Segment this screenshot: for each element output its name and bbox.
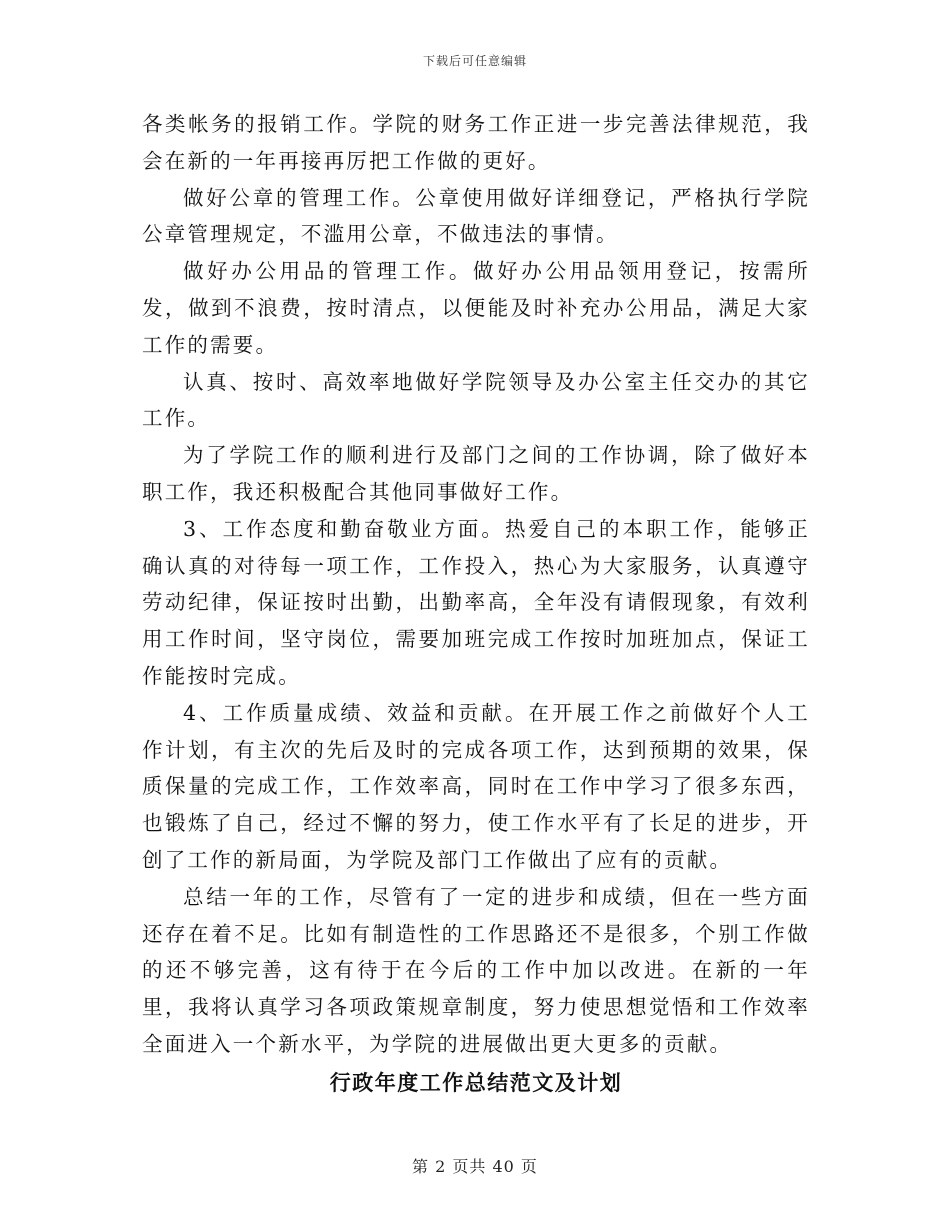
paragraph-6: 3、工作态度和勤奋敬业方面。热爱自己的本职工作，能够正确认真的对待每一项工作，工作投入，热心为大家服务，认真遵守劳动纪律，保证按时出勤，出勤率高，全年没有请假现象，有效利用工作时间，坚守岗位，需要加班完成工作按时加班加点，保证工作能按时完成。 [142,516,810,688]
paragraph-5: 为了学院工作的顺利进行及部门之间的工作协调，除了做好本职工作，我还积极配合其他同事做好工作。 [142,443,810,504]
page-number: 第 2 页共 40 页 [412,1157,538,1176]
section-title: 行政年度工作总结范文及计划 [329,1070,623,1095]
paragraph-2: 做好公章的管理工作。公章使用做好详细登记，严格执行学院公章管理规定，不滥用公章，不做违法的事情。 [142,185,810,247]
paragraph-3: 做好办公用品的管理工作。做好办公用品领用登记，按需所发，做到不浪费，按时清点，以便能及时补充办公用品，满足大家工作的需要。 [142,259,810,357]
header-note: 下载后可任意编辑 [422,54,527,68]
document-body [142,106,810,1101]
paragraph-8: 总结一年的工作，尽管有了一定的进步和成绩，但在一些方面还存在着不足。比如有制造性的工作思路还不是很多，个别工作做的还不够完善，这有待于在今后的工作中加以改进。在新的一年里，我将认真学习各项政策规章制度，努力使思想觉悟和工作效率全面进入一个新水平，为学院的进展做出更大更多的贡献。 [142,884,810,1056]
paragraph-1: 各类帐务的报销工作。学院的财务工作正进一步完善法律规范，我会在新的一年再接再厉把工作做的更好。 [142,112,810,173]
paragraph-4: 认真、按时、高效率地做好学院领导及办公室主任交办的其它工作。 [142,369,810,431]
paragraph-7: 4、工作质量成绩、效益和贡献。在开展工作之前做好个人工作计划，有主次的先后及时的完成各项工作，达到预期的效果，保质保量的完成工作，工作效率高，同时在工作中学习了很多东西，也锻炼了自己，经过不懈的努力，使工作水平有了长足的进步，开创了工作的新局面，为学院及部门工作做出了应有的贡献。 [142,700,810,872]
